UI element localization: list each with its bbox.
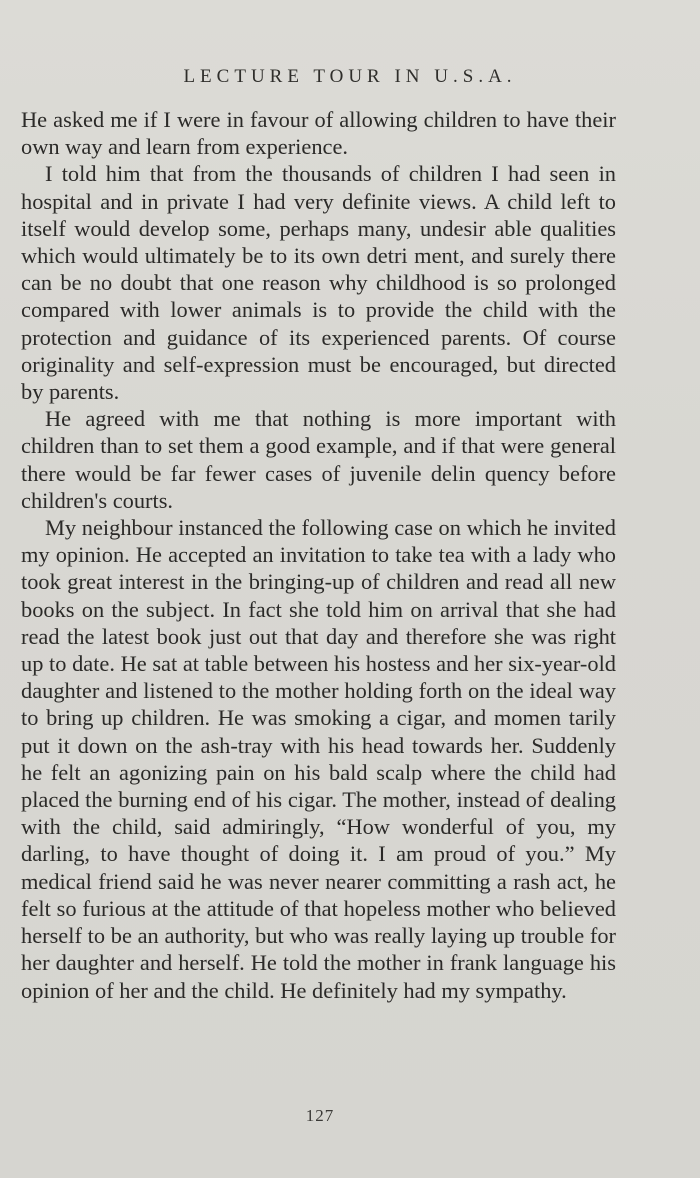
body-text <box>21 106 616 1004</box>
page-number: 127 <box>305 1106 335 1125</box>
paragraph-3: He agreed with me that nothing is more important with children than to set them a good example, and if that were general there would be far fewer cases of juvenile delin quency before children's courts. <box>21 406 616 513</box>
paragraph-1: He asked me if I were in favour of allowing children to have their own way and learn from experience. <box>21 107 616 160</box>
paragraph-2: I told him that from the thousands of children I had seen in hospital and in private I had very definite views. A child left to itself would develop some, perhaps many, undesir able qualities which would ultimately be to its own detri ment, and surely there can be no doubt that one reason why childhood is so prolonged compared with lower animals is to provide the child with the protection and guidance of its experienced parents. Of course originality and self-expression must be encouraged, but directed by parents. <box>21 161 616 405</box>
running-title: LECTURE TOUR IN U.S.A. <box>183 66 517 87</box>
paragraph-4: My neighbour instanced the following case on which he invited my opinion. He accepted an invitation to take tea with a lady who took great interest in the bringing-up of children and read all new books on the subject. In fact she told him on arrival that she had read the latest book just out that day and therefore she was right up to date. He sat at table between his hostess and her six-year-old daughter and listened to the mother holding forth on the ideal way to bring up children. He was smoking a cigar, and momen tarily put it down on the ash-tray with his head towards her. Suddenly he felt an agonizing pain on his bald scalp where the child had placed the burning end of his cigar. The mother, instead of dealing with the child, said admiringly, “How wonderful of you, my darling, to have thought of doing it. I am proud of you.” My medical friend said he was never nearer committing a rash act, he felt so furious at the attitude of that hopeless mother who believed herself to be an authority, but who was really laying up trouble for her daughter and herself. He told the mother in frank language his opinion of her and the child. He definitely had my sympathy. <box>21 515 616 1003</box>
